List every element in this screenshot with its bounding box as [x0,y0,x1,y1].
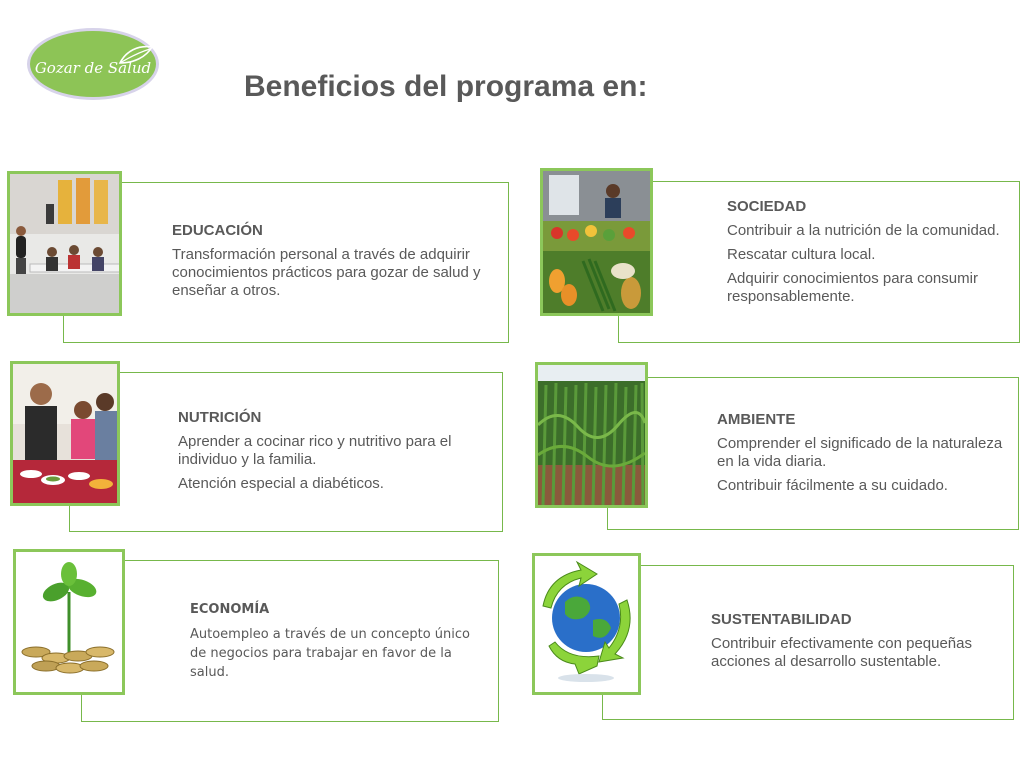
classroom-photo [7,171,122,316]
section-line: Aprender a cocinar rico y nutritivo para el individuo y la familia. [178,433,452,468]
section-line: Comprender el significado de la naturaleza en la vida diaria. [717,435,1003,470]
section-line: Rescatar cultura local. [727,246,876,263]
section-economia [190,600,490,688]
section-line: Atención especial a diabéticos. [178,475,384,492]
section-heading: NUTRICIÓN [178,409,262,426]
section-sociedad [727,198,1019,312]
section-heading: ECONOMÍA [190,602,270,617]
section-heading: EDUCACIÓN [172,222,263,239]
section-line: Autoempleo a través de un concepto único de negocios para trabajar en favor de la salud. [190,627,471,680]
section-sustentabilidad [711,611,1011,677]
section-line: Contribuir efectivamente con pequeñas acciones al desarrollo sustentable. [711,635,972,670]
section-line: Contribuir fácilmente a su cuidado. [717,477,948,494]
section-line: Transformación personal a través de adquirir conocimientos prácticos para gozar de salud y enseñar a otros. [172,246,481,299]
cooking-class-photo [10,361,120,506]
logo-text: Gozar de Salud [34,59,152,77]
section-ambiente [717,411,1007,501]
section-heading: SUSTENTABILIDAD [711,611,852,628]
section-heading: SOCIEDAD [727,198,807,215]
market-vegetables-photo [540,168,653,316]
section-nutricion [178,409,498,499]
section-educacion [172,222,507,306]
section-line: Adquirir conocimientos para consumir responsablemente. [727,270,978,305]
plant-coins-photo [13,549,125,695]
section-line: Contribuir a la nutrición de la comunidad. [727,222,1000,239]
gozar-de-salud-logo [27,28,159,100]
cornfield-photo [535,362,648,508]
section-heading: AMBIENTE [717,411,796,428]
recycling-globe-photo [532,553,641,695]
page-title: Beneficios del programa en: [244,70,648,103]
